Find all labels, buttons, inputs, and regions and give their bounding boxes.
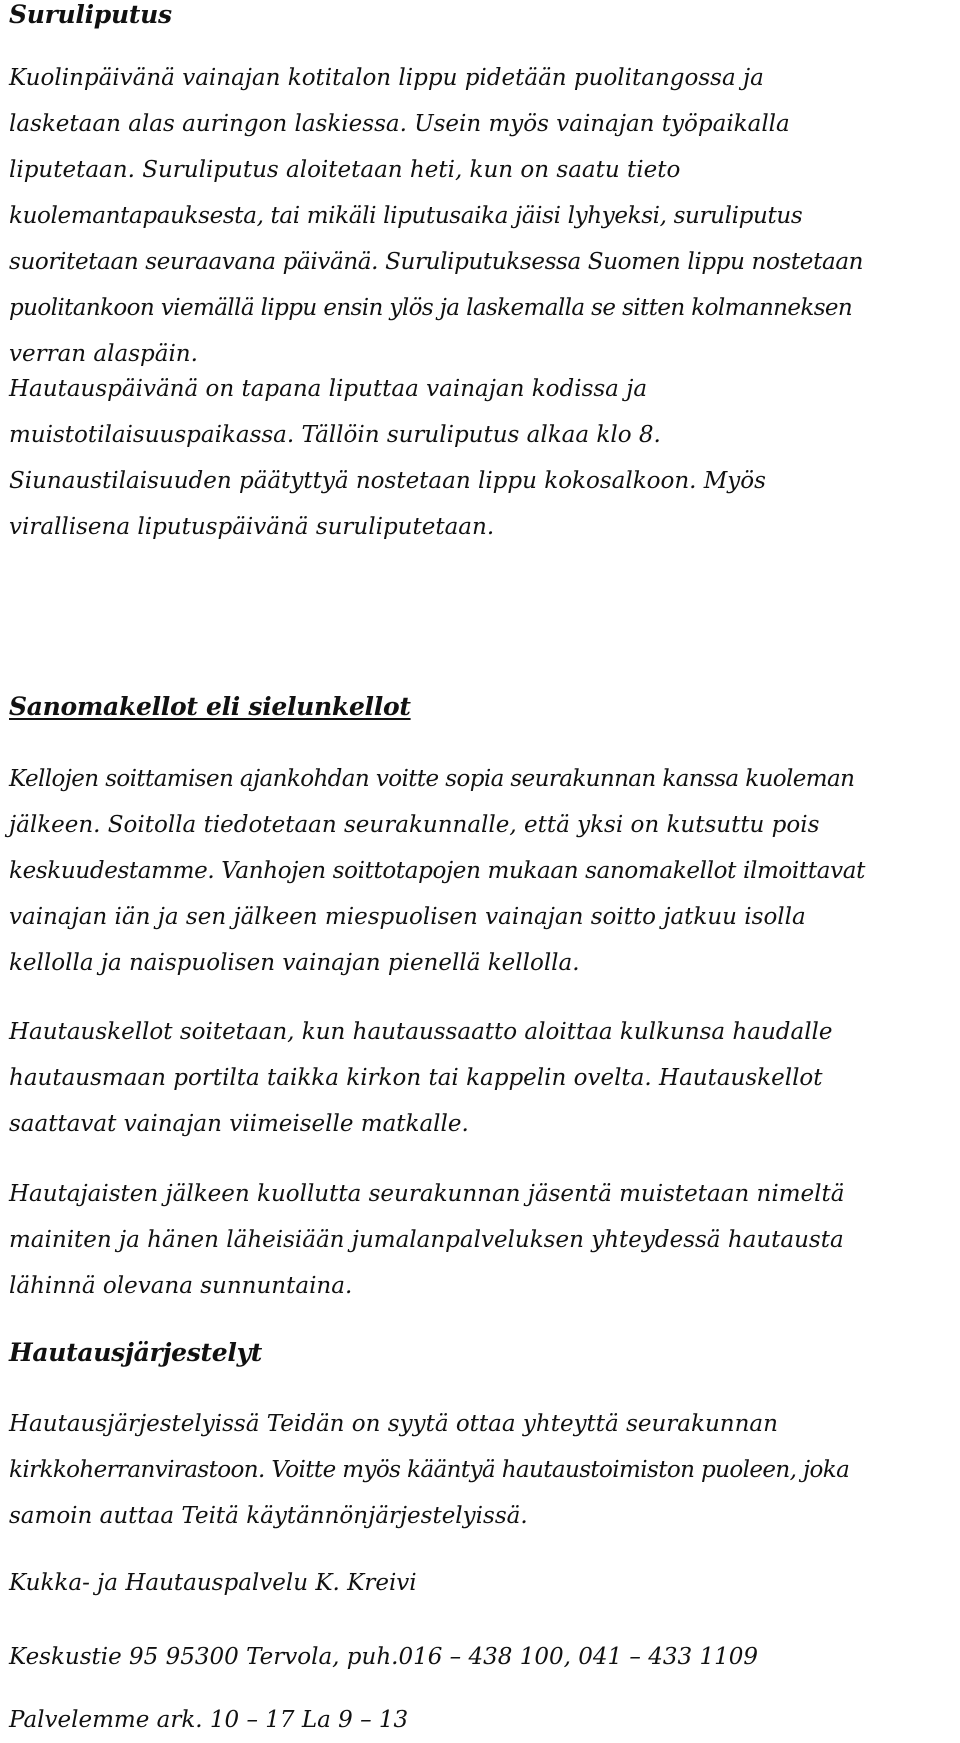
opening-hours: Palvelemme ark. 10 – 17 La 9 – 13 bbox=[9, 1707, 409, 1733]
text-line: liputetaan. Suruliputus aloitetaan heti, kun on saatu tieto bbox=[9, 157, 681, 183]
text-line: Hautausjärjestelyissä Teidän on syytä ottaa yhteyttä seurakunnan bbox=[9, 1411, 778, 1437]
section-heading-suruliputus: Suruliputus bbox=[9, 0, 172, 29]
paragraph-suruliputus-1 bbox=[9, 55, 954, 377]
section-heading-sanomakellot: Sanomakellot eli sielunkellot bbox=[9, 692, 411, 721]
contact-address bbox=[9, 1634, 954, 1680]
text-line: virallisena liputuspäivänä suruliputetaan. bbox=[9, 514, 495, 540]
text-line: vainajan iän ja sen jälkeen miespuolisen vainajan soitto jatkuu isolla bbox=[9, 904, 806, 930]
text-line: Hautauspäivänä on tapana liputtaa vainajan kodissa ja bbox=[9, 376, 648, 402]
text-line: Siunaustilaisuuden päätyttyä nostetaan lippu kokosalkoon. Myös bbox=[9, 468, 766, 494]
company-name: Kukka- ja Hautauspalvelu K. Kreivi bbox=[9, 1570, 417, 1596]
address-phone: Keskustie 95 95300 Tervola, puh.016 – 438 100, 041 – 433 1109 bbox=[9, 1644, 758, 1670]
text-line: suoritetaan seuraavana päivänä. Suruliputuksessa Suomen lippu nostetaan bbox=[9, 249, 864, 275]
paragraph-sanomakellot-2 bbox=[9, 1009, 954, 1147]
text-line: samoin auttaa Teitä käytännönjärjestelyissä. bbox=[9, 1503, 528, 1529]
paragraph-sanomakellot-1 bbox=[9, 756, 954, 986]
text-line: mainiten ja hänen läheisiään jumalanpalveluksen yhteydessä hautausta bbox=[9, 1227, 844, 1253]
text-line: verran alaspäin. bbox=[9, 341, 198, 367]
section-heading-hautausjarjestelyt: Hautausjärjestelyt bbox=[9, 1338, 263, 1367]
contact-company bbox=[9, 1560, 954, 1606]
paragraph-suruliputus-2 bbox=[9, 366, 954, 550]
contact-hours bbox=[9, 1697, 954, 1743]
text-line: lasketaan alas auringon laskiessa. Usein myös vainajan työpaikalla bbox=[9, 111, 790, 137]
text-line: kellolla ja naispuolisen vainajan pienellä kellolla. bbox=[9, 950, 580, 976]
text-line: Hautajaisten jälkeen kuollutta seurakunnan jäsentä muistetaan nimeltä bbox=[9, 1181, 845, 1207]
text-line: Kellojen soittamisen ajankohdan voitte sopia seurakunnan kanssa kuoleman bbox=[9, 766, 855, 792]
text-line: puolitankoon viemällä lippu ensin ylös ja laskemalla se sitten kolmanneksen bbox=[9, 295, 853, 321]
text-line: keskuudestamme. Vanhojen soittotapojen mukaan sanomakellot ilmoittavat bbox=[9, 858, 865, 884]
text-line: lähinnä olevana sunnuntaina. bbox=[9, 1273, 353, 1299]
text-line: muistotilaisuuspaikassa. Tällöin suruliputus alkaa klo 8. bbox=[9, 422, 661, 448]
paragraph-sanomakellot-3 bbox=[9, 1171, 954, 1309]
text-line: kuolemantapauksesta, tai mikäli liputusaika jäisi lyhyeksi, suruliputus bbox=[9, 203, 803, 229]
text-line: Kuolinpäivänä vainajan kotitalon lippu pidetään puolitangossa ja bbox=[9, 65, 764, 91]
text-line: hautausmaan portilta taikka kirkon tai kappelin ovelta. Hautauskellot bbox=[9, 1065, 823, 1091]
text-line: kirkkoherranvirastoon. Voitte myös kääntyä hautaustoimiston puoleen, joka bbox=[9, 1457, 850, 1483]
text-line: Hautauskellot soitetaan, kun hautaussaatto aloittaa kulkunsa haudalle bbox=[9, 1019, 833, 1045]
text-line: saattavat vainajan viimeiselle matkalle. bbox=[9, 1111, 469, 1137]
paragraph-hautausjarjestelyt bbox=[9, 1401, 954, 1539]
text-line: jälkeen. Soitolla tiedotetaan seurakunnalle, että yksi on kutsuttu pois bbox=[9, 812, 820, 838]
